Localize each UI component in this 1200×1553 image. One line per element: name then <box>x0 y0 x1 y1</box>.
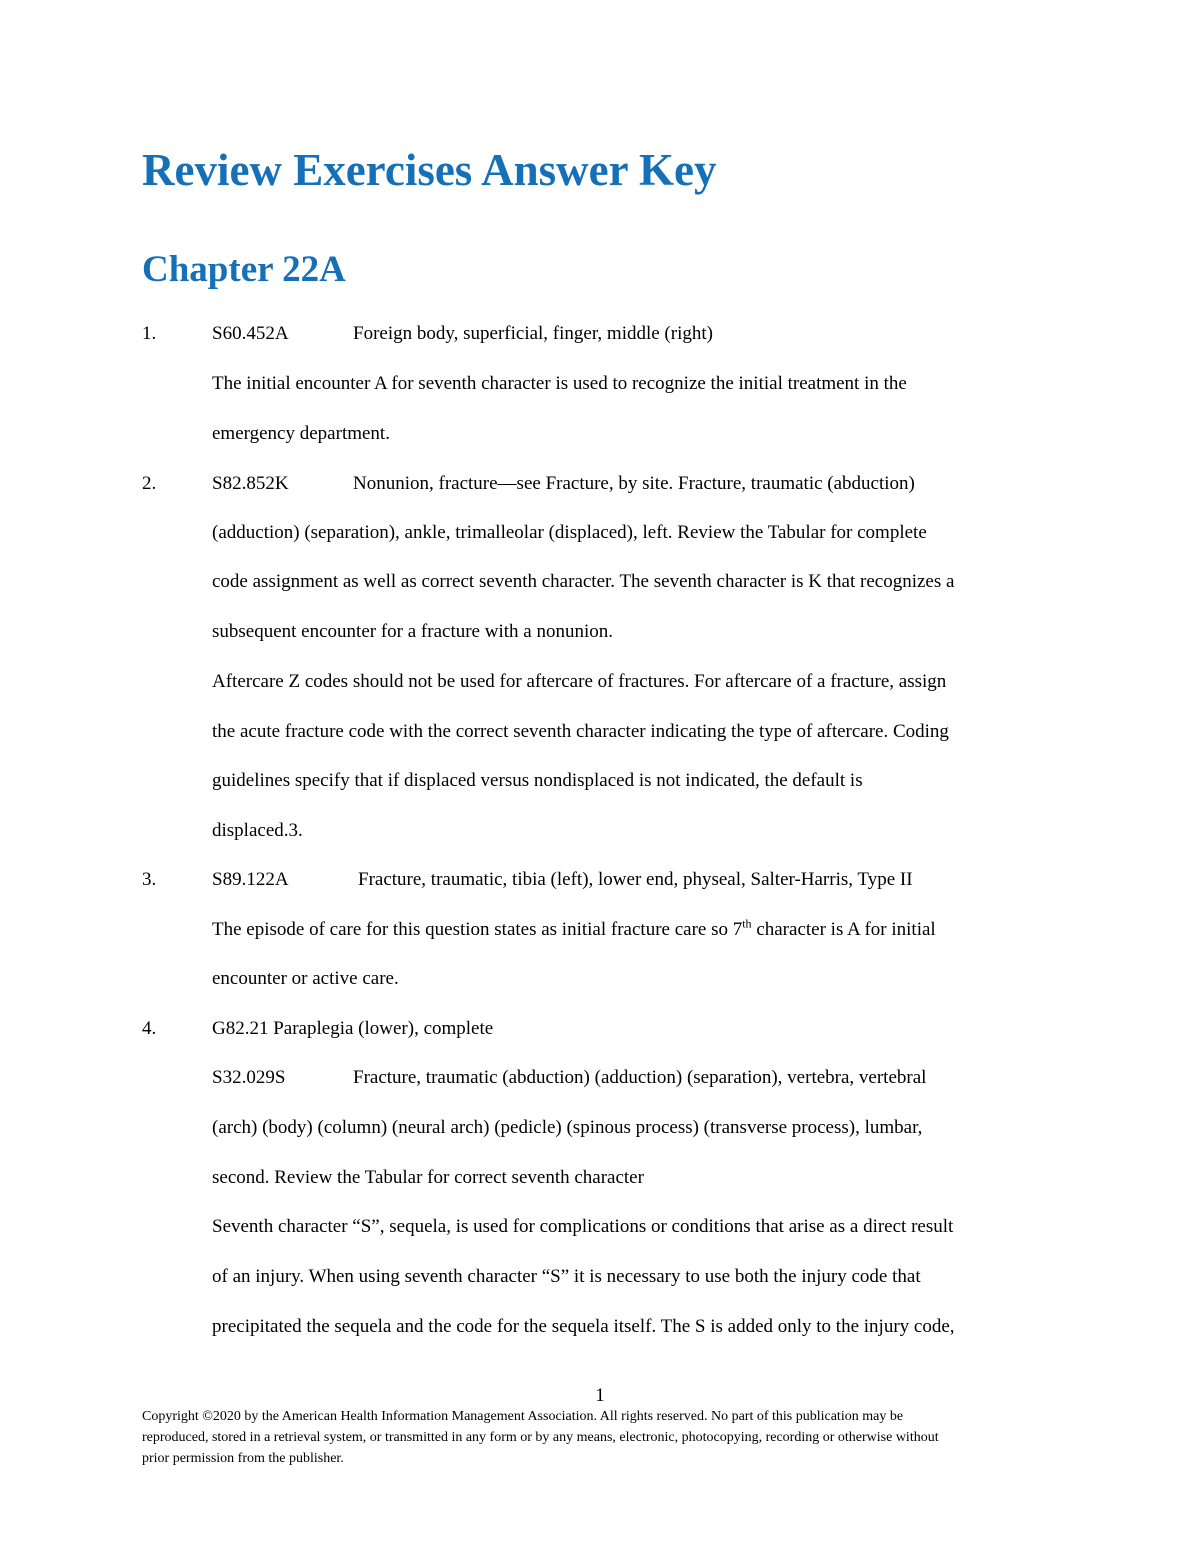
item-number: 2. <box>142 473 157 494</box>
item-text-line: The initial encounter A for seventh character is used to recognize the initial treatment in the <box>212 373 907 394</box>
item-text-line: encounter or active care. <box>212 968 399 989</box>
item-text-line: emergency department. <box>212 423 390 444</box>
item-text-line: subsequent encounter for a fracture with a nonunion. <box>212 621 613 642</box>
item-description: Fracture, traumatic (abduction) (adduction) (separation), vertebra, vertebral <box>353 1067 927 1088</box>
item-code: S82.852K <box>212 473 289 494</box>
superscript-ordinal: th <box>742 916 752 931</box>
item-text-line: displaced.3. <box>212 820 303 841</box>
item-text-line: precipitated the sequela and the code for the sequela itself. The S is added only to the injury code, <box>212 1316 955 1337</box>
item-number: 4. <box>142 1018 157 1039</box>
item-code: S32.029S <box>212 1067 286 1088</box>
item-text-segment: character is A for initial <box>751 919 936 940</box>
item-text-line: Aftercare Z codes should not be used for aftercare of fractures. For aftercare of a fracture, assign <box>212 671 947 692</box>
item-text-line: code assignment as well as correct seventh character. The seventh character is K that recognizes a <box>212 571 955 592</box>
copyright-line: reproduced, stored in a retrieval system, or transmitted in any form or by any means, electronic, photocopying, recording or otherwise without <box>142 1430 939 1445</box>
item-description: Fracture, traumatic, tibia (left), lower end, physeal, Salter-Harris, Type II <box>358 869 913 890</box>
item-text-line <box>212 918 936 942</box>
copyright-line: prior permission from the publisher. <box>142 1451 344 1466</box>
copyright-notice <box>142 1406 1072 1469</box>
item-first-line: G82.21 Paraplegia (lower), complete <box>212 1018 494 1039</box>
item-text-line: the acute fracture code with the correct seventh character indicating the type of aftercare. Coding <box>212 721 949 742</box>
document-title: Review Exercises Answer Key <box>142 145 717 195</box>
item-number: 1. <box>142 323 157 344</box>
item-number: 3. <box>142 869 157 890</box>
item-text-line: (arch) (body) (column) (neural arch) (pedicle) (spinous process) (transverse process), lumbar, <box>212 1117 923 1138</box>
item-text-line: second. Review the Tabular for correct seventh character <box>212 1167 644 1188</box>
item-code: S89.122A <box>212 869 289 890</box>
item-text-line: guidelines specify that if displaced versus nondisplaced is not indicated, the default is <box>212 770 863 791</box>
item-text-line: of an injury. When using seventh character “S” it is necessary to use both the injury code that <box>212 1266 921 1287</box>
copyright-line: Copyright ©2020 by the American Health Information Management Association. All rights reserved. No part of this publication may be <box>142 1409 904 1424</box>
item-text-line: (adduction) (separation), ankle, trimalleolar (displaced), left. Review the Tabular for complete <box>212 522 927 543</box>
item-description: Nonunion, fracture—see Fracture, by site. Fracture, traumatic (abduction) <box>353 473 915 494</box>
item-text-segment: The episode of care for this question states as initial fracture care so 7 <box>212 919 743 940</box>
page-number: 1 <box>595 1385 605 1406</box>
item-text-line: Seventh character “S”, sequela, is used for complications or conditions that arise as a direct result <box>212 1216 954 1237</box>
item-description: Foreign body, superficial, finger, middle (right) <box>353 323 713 344</box>
chapter-heading: Chapter 22A <box>142 249 346 290</box>
item-code: S60.452A <box>212 323 289 344</box>
